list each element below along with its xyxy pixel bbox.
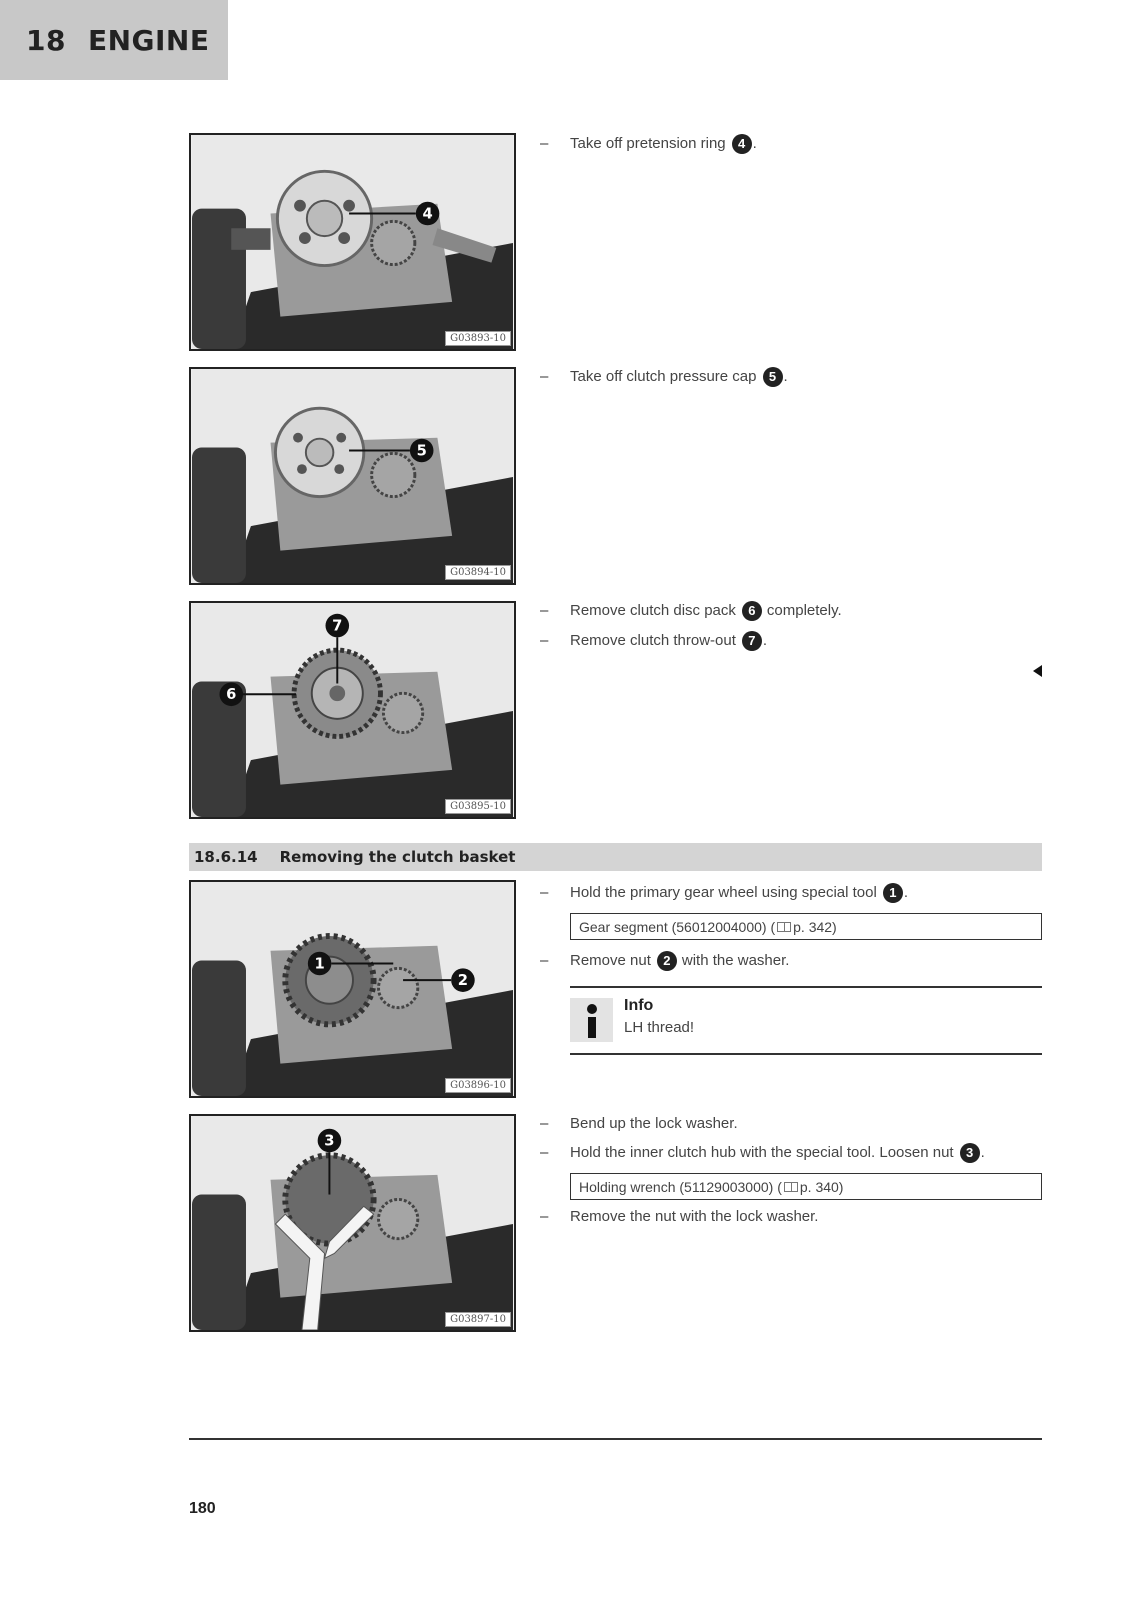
step-text: Hold the primary gear wheel using special tool (570, 884, 877, 901)
callout-7: 7 (332, 617, 343, 635)
tool-name: Gear segment (56012004000) ( (579, 918, 776, 935)
callout-badge: 2 (657, 951, 677, 971)
step-remove-throw-out (540, 631, 1040, 651)
page-number: 180 (189, 1500, 216, 1517)
info-text: LH thread! (624, 1019, 695, 1036)
step-end: with the washer. (681, 952, 790, 969)
end-of-section-marker (1033, 665, 1042, 677)
engine-photo (191, 135, 514, 349)
step-text: Remove clutch disc pack (570, 602, 736, 619)
callout-badge: 1 (883, 883, 903, 903)
tool-page-ref[interactable]: p. 342) (793, 918, 837, 935)
step-dash: – (540, 368, 549, 385)
callout-3: 3 (324, 1132, 335, 1150)
step-take-off-pressure-cap (540, 367, 1040, 387)
callout-2: 2 (457, 972, 469, 990)
step-text: Take off clutch pressure cap (570, 368, 757, 385)
step-text: Take off pretension ring (570, 135, 726, 152)
step-take-off-pretension-ring (540, 134, 1040, 154)
chapter-header (0, 0, 228, 80)
callout-5: 5 (416, 442, 427, 460)
section-number: 18.6.14 (194, 848, 258, 866)
book-icon (777, 922, 791, 932)
callout-badge: 6 (742, 601, 762, 621)
callout-4: 4 (422, 205, 433, 223)
step-end: . (783, 368, 788, 385)
info-title: Info (624, 997, 654, 1014)
step-dash: – (540, 884, 549, 901)
step-end: completely. (766, 602, 842, 619)
step-end: . (762, 632, 768, 649)
step-dash: – (540, 632, 549, 649)
callout-badge: 3 (960, 1143, 980, 1163)
step-text: Remove the nut with the lock washer. (570, 1208, 819, 1225)
info-icon (570, 998, 613, 1042)
step-dash: – (540, 602, 549, 619)
step-hold-primary-gear (540, 883, 1040, 903)
step-loosen-nut (540, 1143, 1040, 1163)
section-heading (189, 843, 1042, 871)
callout-badge: 7 (742, 631, 762, 651)
tool-name: Holding wrench (51129003000) ( (579, 1178, 782, 1195)
figure-code: G03894-10 (445, 565, 511, 580)
figure-pretension-ring (189, 133, 516, 351)
chapter-title: ENGINE (87, 23, 210, 57)
figure-code: G03895-10 (445, 799, 511, 814)
step-text: Remove clutch throw-out (570, 632, 736, 649)
callout-6: 6 (226, 686, 237, 704)
step-bend-lock-washer (540, 1114, 1040, 1134)
step-remove-nut-lock-washer (540, 1207, 1040, 1227)
figure-code: G03896-10 (445, 1078, 511, 1093)
figure-holding-wrench (189, 1114, 516, 1332)
section-title: Removing the clutch basket (279, 848, 516, 866)
book-icon (784, 1182, 798, 1192)
step-text: Remove nut (570, 952, 651, 969)
step-remove-nut (540, 951, 1040, 971)
figure-code: G03897-10 (445, 1312, 511, 1327)
chapter-number: 18 (26, 23, 66, 57)
step-text: Hold the inner clutch hub with the special tool. Loosen nut (570, 1144, 954, 1161)
figure-clutch-pressure-cap (189, 367, 516, 585)
engine-photo (191, 1116, 514, 1330)
step-remove-disc-pack (540, 601, 1040, 621)
step-end: . (903, 884, 908, 901)
info-box (570, 986, 1042, 1055)
figure-clutch-disc-pack (189, 601, 516, 819)
figure-code: G03893-10 (445, 331, 511, 346)
step-text: Bend up the lock washer. (570, 1115, 738, 1132)
callout-badge: 5 (763, 367, 783, 387)
figure-primary-gear (189, 880, 516, 1098)
special-tool-gear-segment (570, 913, 1042, 940)
step-dash: – (540, 1208, 549, 1225)
engine-photo (191, 603, 514, 817)
tool-page-ref[interactable]: p. 340) (799, 1178, 844, 1195)
step-dash: – (540, 1144, 549, 1161)
engine-photo (191, 369, 514, 583)
callout-badge: 4 (732, 134, 752, 154)
footer-divider (189, 1438, 1042, 1440)
step-end: . (752, 135, 757, 152)
step-dash: – (540, 1115, 549, 1132)
engine-photo (191, 882, 514, 1096)
step-dash: – (540, 952, 549, 969)
step-end: . (980, 1144, 985, 1161)
step-dash: – (540, 135, 549, 152)
callout-1: 1 (314, 955, 325, 973)
special-tool-holding-wrench (570, 1173, 1042, 1200)
